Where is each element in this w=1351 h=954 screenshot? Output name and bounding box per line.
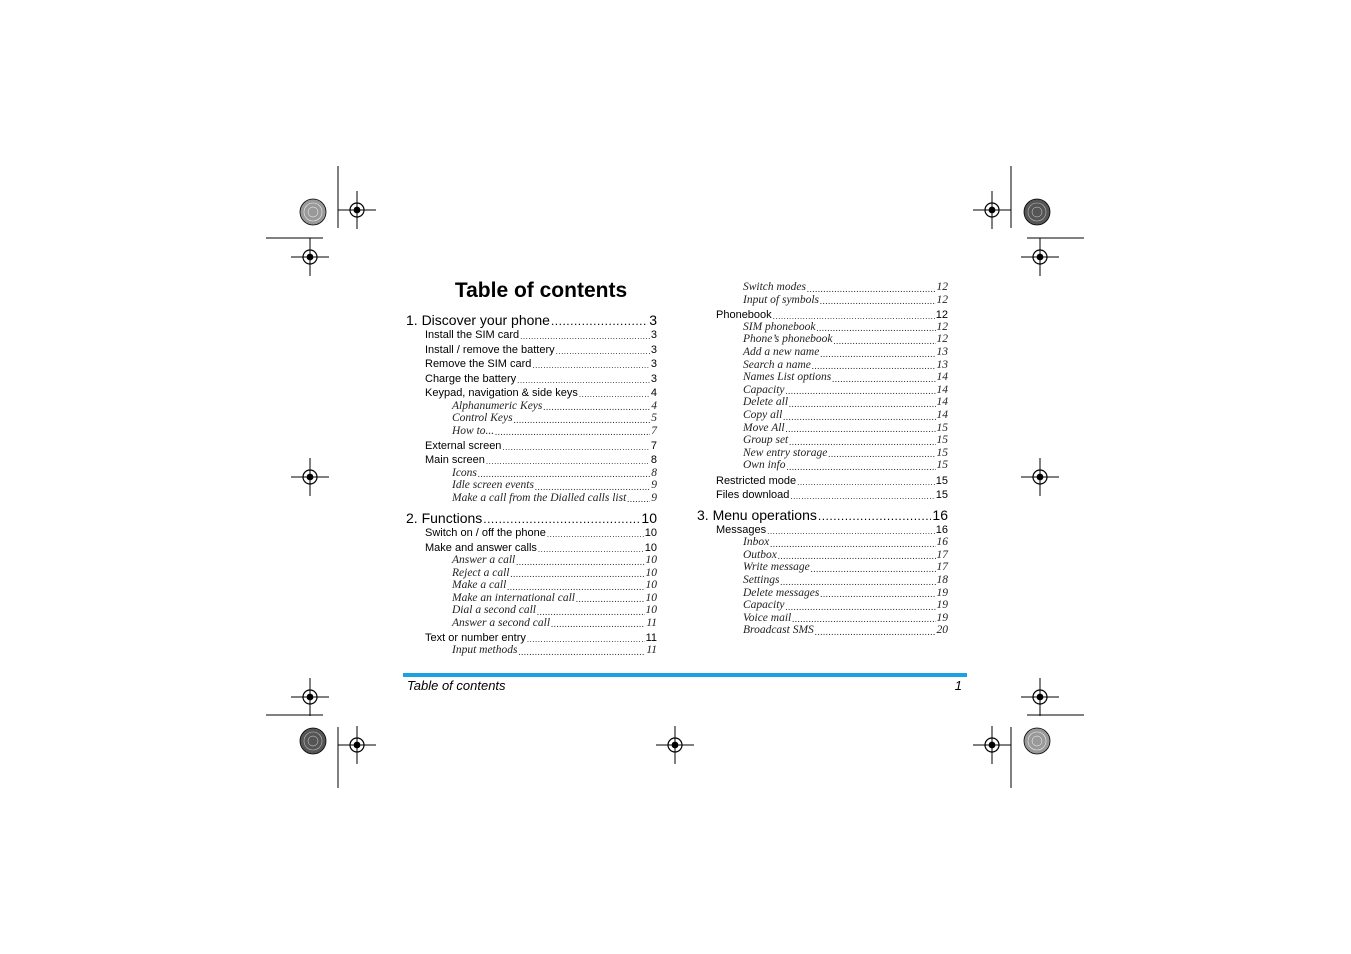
toc-entry-page: 19	[936, 586, 948, 599]
toc-entry-page: 10	[645, 604, 657, 617]
toc-entry[interactable]	[697, 384, 948, 397]
toc-entry-label: SIM phonebook	[743, 320, 816, 333]
toc-entry-page: 14	[936, 409, 948, 422]
toc-entry-label: Alphanumeric Keys	[452, 399, 543, 412]
toc-dot-leader	[834, 337, 936, 346]
toc-entry-label: Make and answer calls	[425, 541, 537, 554]
toc-entry[interactable]	[697, 487, 948, 502]
toc-entry-label: Write message	[743, 561, 810, 574]
toc-dot-leader	[478, 470, 650, 479]
toc-entry-page: 4	[651, 399, 657, 412]
toc-dot-leader	[792, 615, 935, 624]
toc-entry-page: 15	[935, 474, 948, 487]
toc-dot-leader	[502, 444, 649, 452]
toc-entry-page: 19	[936, 611, 948, 624]
toc-dot-leader	[773, 313, 935, 321]
toc-entry-label: Restricted mode	[716, 474, 797, 487]
toc-dot-leader	[538, 546, 644, 554]
toc-dot-leader	[783, 413, 935, 422]
toc-entry-page: 11	[645, 632, 657, 645]
toc-entry-page: 16	[936, 536, 948, 549]
toc-entry[interactable]	[697, 371, 948, 384]
toc-entry[interactable]	[697, 561, 948, 574]
toc-entry[interactable]	[697, 459, 948, 472]
toc-entry[interactable]	[406, 579, 657, 592]
toc-entry-label: Reject a call	[452, 566, 510, 579]
toc-dot-leader	[820, 590, 935, 599]
toc-dot-leader	[828, 450, 935, 459]
toc-entry-page: 12	[936, 281, 948, 294]
toc-entry-label: Delete all	[743, 396, 789, 409]
toc-entry[interactable]	[697, 409, 948, 422]
toc-entry[interactable]	[697, 294, 948, 307]
toc-entry[interactable]	[406, 327, 657, 342]
toc-dot-leader	[786, 387, 936, 396]
toc-entry[interactable]	[406, 341, 657, 356]
toc-entry-label: Answer a call	[452, 554, 516, 566]
toc-entry[interactable]	[406, 399, 657, 412]
toc-entry-page: 13	[936, 358, 948, 371]
toc-entry-label: 3. Menu operations	[697, 506, 817, 523]
toc-entry-page: 16	[932, 506, 948, 523]
toc-entry[interactable]	[406, 309, 657, 327]
toc-entry-label: Keypad, navigation & side keys	[425, 387, 578, 400]
toc-entry[interactable]	[406, 425, 657, 438]
toc-entry[interactable]	[406, 604, 657, 617]
toc-entry[interactable]	[406, 452, 657, 467]
toc-entry-label: Input of symbols	[743, 293, 820, 306]
toc-entry-label: Charge the battery	[425, 372, 517, 385]
toc-dot-leader	[516, 558, 644, 567]
toc-entry-page: 11	[646, 616, 657, 629]
toc-entry[interactable]	[697, 587, 948, 600]
toc-entry[interactable]	[406, 370, 657, 385]
toc-entry[interactable]	[697, 321, 948, 334]
toc-entry-label: Make an international call	[452, 591, 575, 604]
toc-entry[interactable]	[406, 617, 657, 630]
toc-dot-leader	[537, 608, 645, 617]
toc-entry-page: 15	[935, 489, 948, 502]
toc-entry-label: 1. Discover your phone	[406, 311, 550, 328]
toc-dot-leader	[786, 425, 936, 434]
toc-entry-label: Voice mail	[743, 611, 792, 624]
toc-entry[interactable]	[406, 539, 657, 554]
toc-entry-label: New entry storage	[743, 446, 828, 459]
toc-entry-page: 3	[650, 343, 657, 356]
toc-dot-leader	[767, 528, 935, 536]
toc-entry-page: 12	[936, 320, 948, 333]
toc-entry-label: Capacity	[743, 599, 785, 612]
toc-entry-label: Control Keys	[452, 412, 513, 425]
toc-entry[interactable]	[697, 624, 948, 637]
toc-dot-leader	[797, 479, 935, 487]
toc-entry-label: Phone’s phonebook	[743, 333, 833, 346]
toc-entry-label: Broadcast SMS	[743, 624, 814, 637]
toc-dot-leader	[820, 350, 935, 359]
toc-entry-label: Files download	[716, 489, 790, 502]
footer-rule	[403, 673, 967, 677]
toc-entry-label: Make a call	[452, 579, 507, 592]
toc-dot-leader	[815, 628, 936, 637]
toc-dot-leader	[770, 540, 935, 549]
toc-entry[interactable]	[697, 422, 948, 435]
toc-entry-page: 20	[936, 624, 948, 637]
toc-entry-page: 12	[936, 333, 948, 346]
toc-entry-label: Group set	[743, 434, 789, 447]
toc-dot-leader	[556, 348, 650, 356]
toc-entry-page: 17	[936, 561, 948, 574]
toc-entry-label: Own info	[743, 459, 786, 472]
toc-entry-page: 12	[935, 308, 948, 321]
toc-entry-page: 10	[645, 579, 657, 592]
toc-entry-page: 7	[651, 424, 657, 437]
toc-dot-leader	[518, 648, 645, 657]
toc-dot-leader	[532, 362, 650, 370]
toc-entry[interactable]	[406, 525, 657, 540]
toc-entry[interactable]	[406, 466, 657, 479]
toc-dot-leader	[527, 636, 645, 644]
toc-entry-page: 15	[936, 446, 948, 459]
toc-entry-page: 10	[644, 527, 657, 540]
toc-entry-label: Inbox	[743, 536, 770, 549]
toc-entry-page: 11	[646, 644, 657, 657]
toc-entry-label: Install / remove the battery	[425, 343, 555, 356]
page-title: Table of contents	[454, 279, 628, 302]
toc-entry-label: Idle screen events	[452, 479, 534, 492]
toc-dot-leader	[811, 565, 936, 574]
toc-entry-label: Text or number entry	[425, 632, 526, 645]
toc-entry-page: 9	[651, 479, 657, 492]
toc-dot-leader	[786, 603, 936, 612]
toc-entry-page: 14	[936, 383, 948, 396]
toc-entry[interactable]	[406, 629, 657, 644]
toc-entry-label: Delete messages	[743, 586, 820, 599]
toc-dot-leader	[576, 595, 645, 604]
toc-dot-leader	[807, 285, 936, 294]
toc-entry-label: Install the SIM card	[425, 329, 520, 342]
toc-entry-page: 5	[651, 412, 657, 425]
toc-entry-label: Outbox	[743, 548, 777, 561]
toc-entry-page: 19	[936, 599, 948, 612]
toc-entry-label: Main screen	[425, 454, 485, 467]
toc-entry-label: Dial a second call	[452, 604, 536, 617]
toc-entry-page: 10	[645, 554, 657, 566]
toc-entry[interactable]	[697, 549, 948, 562]
toc-dot-leader	[789, 400, 935, 409]
toc-dot-leader	[520, 333, 650, 341]
toc-dot-leader	[820, 297, 935, 306]
toc-entry[interactable]	[697, 447, 948, 460]
toc-entry-page: 10	[645, 566, 657, 579]
toc-column-left	[406, 309, 657, 657]
toc-entry[interactable]	[697, 472, 948, 487]
toc-entry-page: 13	[936, 346, 948, 359]
toc-entry[interactable]	[406, 437, 657, 452]
toc-entry[interactable]	[697, 396, 948, 409]
toc-dot-leader	[789, 438, 935, 447]
toc-entry-label: Phonebook	[716, 308, 772, 321]
footer-title: Table of contents	[407, 678, 506, 693]
toc-entry-label: Capacity	[743, 383, 785, 396]
toc-entry[interactable]	[406, 492, 657, 505]
toc-entry-label: External screen	[425, 439, 502, 452]
toc-entry-label: Names List options	[743, 371, 832, 384]
toc-entry[interactable]	[697, 333, 948, 346]
toc-dot-leader	[812, 362, 936, 371]
toc-entry-label: Move All	[743, 421, 785, 434]
toc-entry-page: 14	[936, 371, 948, 384]
toc-entry[interactable]	[697, 306, 948, 321]
toc-dot-leader	[514, 416, 651, 425]
toc-entry-label: How to...	[452, 424, 495, 437]
toc-entry-label: Switch modes	[743, 281, 806, 294]
toc-entry[interactable]	[406, 644, 657, 657]
toc-entry-page: 16	[935, 524, 948, 537]
toc-entry[interactable]	[697, 346, 948, 359]
toc-entry-page: 3	[650, 358, 657, 371]
toc-dot-leader	[495, 428, 650, 437]
toc-dot-leader	[535, 483, 650, 492]
toc-entry-page: 18	[936, 574, 948, 587]
toc-dot-leader	[818, 510, 932, 522]
toc-entry-label: Copy all	[743, 409, 783, 422]
toc-entry-page: 3	[650, 329, 657, 342]
toc-entry-page: 14	[936, 396, 948, 409]
toc-entry[interactable]	[406, 567, 657, 580]
toc-dot-leader	[787, 463, 936, 472]
toc-entry[interactable]	[406, 554, 657, 567]
toc-entry-page: 3	[650, 372, 657, 385]
toc-entry-page: 15	[936, 459, 948, 472]
toc-entry-page: 7	[650, 439, 657, 452]
toc-dot-leader	[790, 493, 934, 501]
toc-dot-leader	[778, 552, 936, 561]
toc-entry[interactable]	[406, 412, 657, 425]
toc-entry-page: 10	[641, 509, 657, 526]
toc-entry-page: 10	[644, 541, 657, 554]
toc-entry[interactable]	[697, 434, 948, 447]
toc-entry-page: 15	[936, 434, 948, 447]
toc-entry-label: Search a name	[743, 358, 811, 371]
toc-dot-leader	[627, 495, 650, 504]
toc-entry-page: 4	[650, 387, 657, 400]
toc-dot-leader	[832, 375, 935, 384]
toc-dot-leader	[510, 570, 644, 579]
toc-entry-page: 8	[650, 454, 657, 467]
toc-entry-label: 2. Functions	[406, 509, 483, 526]
toc-entry-page: 12	[936, 293, 948, 306]
toc-entry-label: Add a new name	[743, 346, 820, 359]
toc-entry-label: Switch on / off the phone	[425, 527, 546, 540]
toc-dot-leader	[507, 583, 644, 592]
toc-entry-page: 9	[651, 491, 657, 504]
toc-entry[interactable]	[406, 385, 657, 400]
toc-dot-leader	[543, 403, 650, 412]
toc-dot-leader	[817, 324, 936, 333]
toc-entry[interactable]	[406, 507, 657, 525]
toc-entry[interactable]	[406, 592, 657, 605]
toc-entry[interactable]	[697, 359, 948, 372]
toc-entry-label: Settings	[743, 574, 780, 587]
toc-entry-page: 3	[649, 311, 657, 328]
toc-entry[interactable]	[697, 612, 948, 625]
toc-entry[interactable]	[697, 281, 948, 294]
toc-entry[interactable]	[406, 479, 657, 492]
toc-dot-leader	[486, 458, 650, 466]
toc-entry-label: Remove the SIM card	[425, 358, 532, 371]
toc-entry[interactable]	[697, 574, 948, 587]
toc-entry-label: Make a call from the Dialled calls list	[452, 491, 627, 504]
toc-entry-label: Icons	[452, 466, 477, 479]
toc-entry-label: Messages	[716, 524, 767, 537]
toc-dot-leader	[483, 513, 640, 525]
toc-entry-label: Input methods	[452, 644, 518, 657]
toc-entry[interactable]	[406, 356, 657, 371]
toc-entry[interactable]	[697, 522, 948, 537]
footer-page-number: 1	[954, 678, 962, 693]
toc-entry-page: 10	[645, 591, 657, 604]
toc-dot-leader	[551, 315, 648, 327]
toc-entry-label: Answer a second call	[452, 616, 551, 629]
toc-dot-leader	[551, 620, 645, 629]
toc-dot-leader	[579, 391, 650, 399]
toc-entry[interactable]	[697, 504, 948, 522]
toc-entry[interactable]	[697, 536, 948, 549]
toc-dot-leader	[517, 377, 650, 385]
toc-column-right	[697, 281, 948, 637]
toc-dot-leader	[780, 578, 935, 587]
toc-entry[interactable]	[697, 599, 948, 612]
toc-entry-page: 15	[936, 421, 948, 434]
toc-dot-leader	[547, 531, 644, 539]
toc-entry-page: 17	[936, 548, 948, 561]
toc-entry-page: 8	[651, 466, 657, 479]
